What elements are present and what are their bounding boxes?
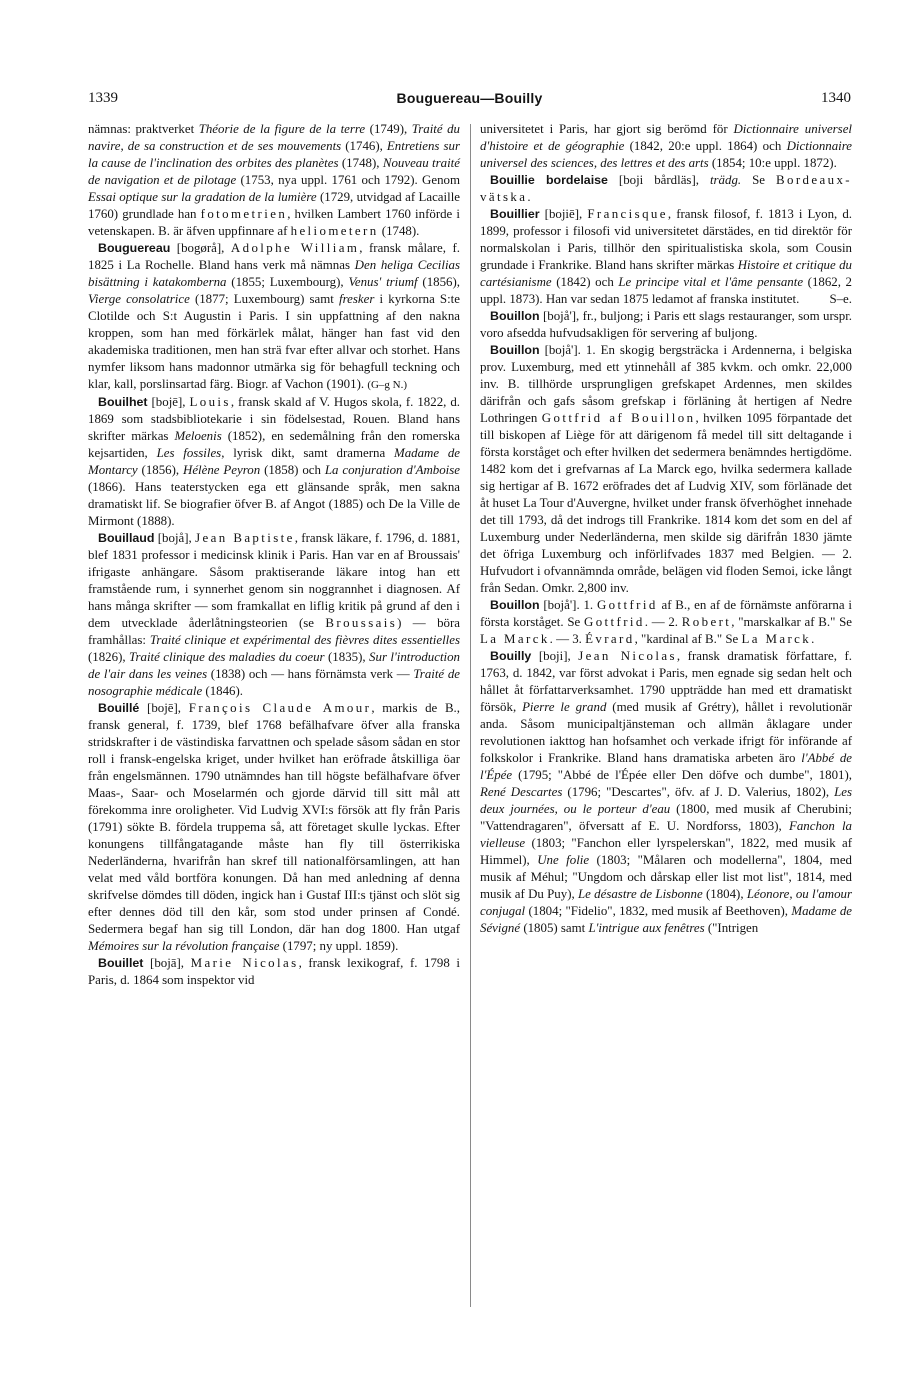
right-column <box>480 121 852 937</box>
headword: Bouillé <box>98 701 140 715</box>
headword: Bouillon <box>490 309 540 323</box>
entry-bouillie-bordelaise: Bouillie bordelaise [boji bårdläs], trädg. Se Bordeaux-vätska. <box>480 173 852 204</box>
entry-bouilly: Bouilly [boji], Jean Nicolas, fransk dramatisk författare, f. 1763, d. 1842, var först advokat i Paris, men egnade sig sedan helt och hållet åt författarverksamhet. 1790 uppträdde han med ett dramatiskt försök, Pierre le grand (med musik af Grétry), hållet i revolutionär anda. Såsom municipaltjänsteman och allmän åklagare under revolutionen iakttog han hofsamhet och verkade ifrigt för införande af folkskolor i Frankrike. Bland hans dramatiska arbeten äro l'Abbé de l'Épée (1795; "Abbé de l'Épée eller Den döfve och dumbe", 1801), René Descartes (1796; "Descartes", öfv. af J. D. Valerius, 1802), Les deux journées, ou le porteur d'eau (1800, med musik af Cherubini; "Vattendragaren", öfversatt af E. U. Nordforss, 1803), Fanchon la vielleuse (1803; "Fanchon eller lyrspelerskan", 1822, med musik af Himmel), Une folie (1803; "Målaren och modellerna", 1804, med musik af Méhul; "Ungdom och dårskap eller list mot list", 1814, med musik af Du Puy), Le désastre de Lisbonne (1804), Léonore, ou l'amour conjugal (1804; "Fidelio", 1832, med musik af Beethoven), Madame de Sévigné (1805) samt L'intrigue aux fenêtres ("Intrigen <box>480 649 853 935</box>
headword: Bouillon <box>490 343 540 357</box>
entry-bouillet-continuation: universitetet i Paris, har gjort sig berömd för Dictionnaire universel d'histoire et de géographie (1842, 20:e uppl. 1864) och Dictionnaire universel des sciences, des lettres et des arts (1854; 10:e uppl. 1872). <box>480 122 853 170</box>
entry-bouillaud: Bouillaud [bojå], Jean Baptiste, fransk läkare, f. 1796, d. 1881, blef 1831 professor i medicinsk klinik i Paris. Han var en af Broussais' ifrigaste anhängare. Såsom praktiserande läkare intog han ett framstående rum, i synnerhet genom sin noggrannhet i diagnosen. Af hans många skrifter — som framkallat en liflig kritik på grund af den i dem utvecklade åderlåtningsteorien (se Broussais) — böra framhållas: Traité clinique et expérimental des fièvres dites essentielles (1826), Traité clinique des maladies du coeur (1835), Sur l'introduction de l'air dans les veines (1838) och — hans förnämsta verk — Traité de nosographie médicale (1846). <box>88 531 460 698</box>
entry-bouille: Bouillé [bojē], François Claude Amour, markis de B., fransk general, f. 1739, blef 1768 befälhafvare öfver alla franska stridskrafter i de västindiska farvattnen och spelade såsom sådan en stor roll i fransk-engelska kriget, under hvilket han eröfrade åtskilliga öar från engelsmännen. 1790 utnämndes han till högste befälhafvare öfver Maas-, Saar- och Moselarmén och gjorde därvid till sitt mål att förekomma inre oroligheter. Vid Ludvig XVI:s försök att fly från Paris (1791) sökte B. fördela truppema så, att företaget skulle lyckas. Efter konungens tillfångatagande måste han fly till österrikiska Nederländerna, hvarifrån han skref till nationalförsamlingen, att han velat med våld bortföra konungen. Då han med anledning af denna skrifvelse dömdes till döden, ingick han i Gustaf III:s tjänst och slöt sig efter dennes död till den kår, som stod under prinsen af Condé. Sedermera begaf han sig till London, där han dog 1800. Han utgaf Mémoires sur la révolution française (1797; ny uppl. 1859). <box>88 701 461 953</box>
headword: Bouillaud <box>98 531 155 545</box>
headword: Bouillet <box>98 956 144 970</box>
headword: Bouillie bordelaise <box>490 173 608 187</box>
running-title: Bouguereau—Bouilly <box>396 90 543 106</box>
entry-bouillon-persons: Bouillon [bojå']. 1. Gottfrid af B., en af de förnämste anförarna i första korståget. Se Gottfrid. — 2. Robert, "marskalkar af B." Se La Marck. — 3. Évrard, "kardinal af B." Se La Marck. <box>480 598 852 646</box>
signature: S–e. <box>829 292 852 306</box>
entry-bouguereau: Bouguereau [bogørå], Adolphe William, fransk målare, f. 1825 i La Rochelle. Bland hans verk må nämnas Den heliga Cecilias bisättning i katakomberna (1855; Luxembourg), Venus' triumf (1856), Vierge consolatrice (1877; Luxembourg) samt fresker i kyrkorna S:te Clotilde och S:t Augustin i Paris. I sin uppfattning af den nakna kroppen, som han med förkärlek målat, hänger han fast vid den akademiska traditionen, men han strä fvar efter allvar och storhet. Hans nymfer liksom hans madonnor utmärka sig för behagfull teckning och klar, kall, porslinsartad färg. Biogr. af Vachon (1901). (G–g N.) <box>88 241 460 391</box>
page-header <box>88 90 851 110</box>
headword: Bouguereau <box>98 241 171 255</box>
left-column <box>88 121 460 989</box>
headword: Bouilhet <box>98 395 148 409</box>
entry-bouillier: Bouillier [bojiē], Francisque, fransk filosof, f. 1813 i Lyon, d. 1899, professor i filosofi vid universitetet därstädes, en tid direktör för normalskolan i Paris, tillhör den spiritualistiska skola, som Cousin grundade i Frankrike. Bland hans skrifter märkas Histoire et critique du cartésianisme (1842) och Le principe vital et l'âme pensante (1862, 2 uppl. 1873). Han var sedan 1875 ledamot af franska institutet. S–e. <box>480 207 853 306</box>
signature: (G–g N.) <box>367 379 408 391</box>
entry-bouillon-soup: Bouillon [bojå'], fr., buljong; i Paris ett slags restauranger, som urspr. voro afsedda hufvudsakligen för servering af buljong. <box>480 309 852 340</box>
entry-bouguer-continuation: nämnas: praktverket Théorie de la figure de la terre (1749), Traité du navire, de sa construction et de ses mouvements (1746), Entretiens sur la cause de l'inclination des orbites des planètes (1748), Nouveau traité de navigation et de pilotage (1753, nya uppl. 1761 och 1792). Genom Essai optique sur la gradation de la lumière (1729, utvidgad af Lacaille 1760) grundlade han fotometrien, hvilken Lambert 1760 införde i vetenskapen. B. är äfven uppfinnare af heliometern (1748). <box>88 122 460 238</box>
headword: Bouilly <box>490 649 532 663</box>
headword: Bouillier <box>490 207 540 221</box>
page-number-left: 1339 <box>88 90 118 106</box>
entry-bouilhet: Bouilhet [bojē], Louis, fransk skald af V. Hugos skola, f. 1822, d. 1869 som stadsbibliotekarie i sin födelsestad, Rouen. Bland hans skrifter märkas Meloenis (1852), en sedemålning från den romerska kejsartiden, Les fossiles, lyrisk dikt, samt dramerna Madame de Montarcy (1856), Hélène Peyron (1858) och La conjuration d'Amboise (1866). Hans teaterstycken ega ett glänsande språk, men sakna dramatiskt lif. Se biografier öfver B. af Angot (1885) och De la Ville de Mirmont (1888). <box>88 395 461 528</box>
entry-bouillon-place: Bouillon [bojå']. 1. En skogig bergsträcka i Ardennerna, i belgiska prov. Luxemburg, med ett ytinnehåll af 385 kvkm. och omkr. 22,000 inv. B. tillhörde ursprungligen grefskapet Ardennes, men skildes därifrån och gafs såsom grefskap i förläning åt hertigen af Nedre Lothringen Gottfrid af Bouillon, hvilken 1095 förpantade det till biskopen af Liège för att därigenom få medel till sitt deltagande i första korståget och efter hvilken det sedermera benämndes hertigdöme. 1482 kom det i grefvarnas af La Marck ego, hvilka sedermera kallade sig hertigar af B. 1672 eröfrades det af Ludvig XIV, som förlänade det åt huset La Tour d'Auvergne, hvilket under fransk öfverhöghet innehade det till 1793, då det indrogs till Frankrike. 1814 kom det som en del af Luxemburg under Nederländerna, men skilde sig därifrån 1830 jämte det öfriga Luxemburg och införlifvades 1837 med Belgien. — 2. Hufvudort i ofvannämnda område, belägen vid floden Semoi, icke långt från Sedan. Omkr. 2,800 inv. <box>480 343 852 595</box>
headword: Bouillon <box>490 598 540 612</box>
entry-bouillet: Bouillet [bojā], Marie Nicolas, fransk lexikograf, f. 1798 i Paris, d. 1864 som inspektor vid <box>88 956 460 987</box>
page-number-right: 1340 <box>821 90 851 106</box>
column-divider <box>470 124 471 1307</box>
